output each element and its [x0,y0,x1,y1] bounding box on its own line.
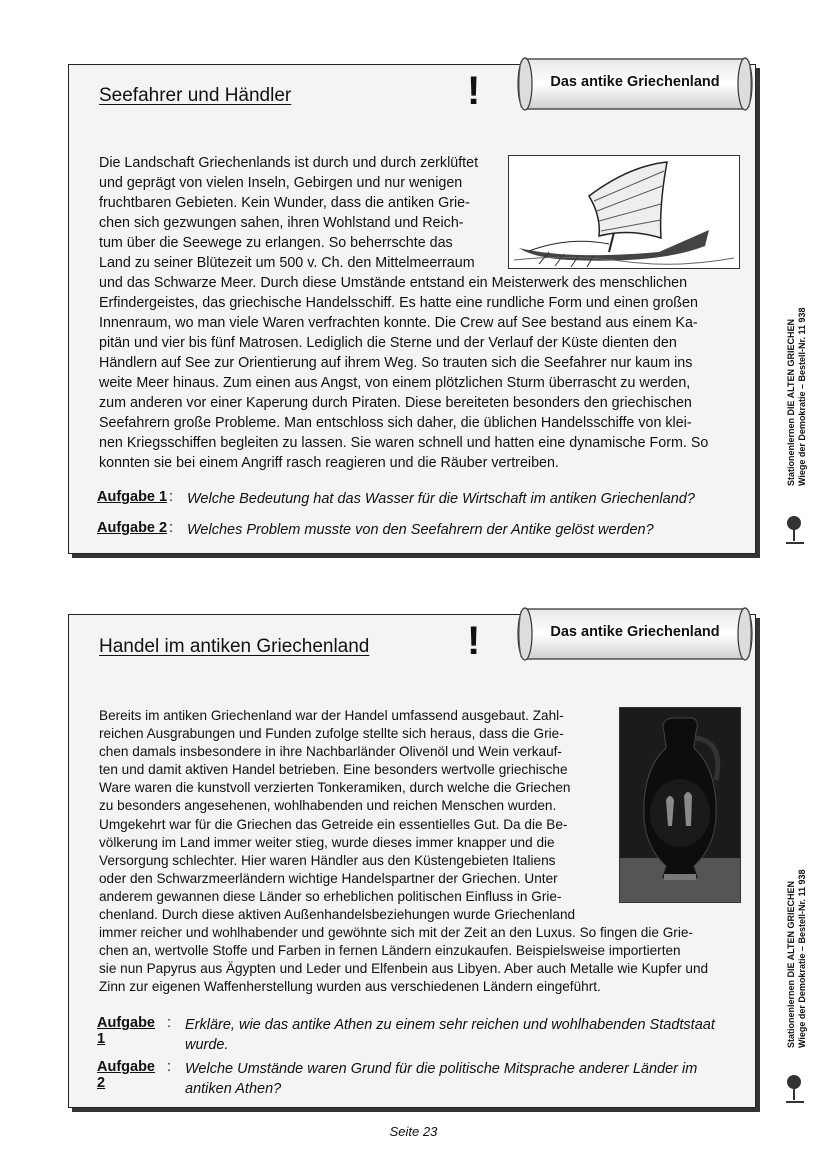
task-text: Erkläre, wie das antike Athen zu einem sehr reichen und wohlhabenden Stadtstaat wurde. [185,1017,715,1053]
section-title: Handel im antiken Griechenland [99,636,370,657]
topic-banner [515,603,755,665]
banner-label: Das antike Griechenland [550,624,720,640]
task-2 [97,1059,737,1099]
body-line: immer reicher und wohlhabender und gewöhnte sich mit der Zeit an den Luxus. So fingen die Grie- [99,925,693,941]
sidebar-line-1: Stationenlernen DIE ALTEN GRIECHEN [786,318,796,486]
sidebar-series-info [786,226,808,486]
task-1 [97,489,737,509]
page-number: Seite 23 [389,1124,438,1139]
body-line: pitän und vier bis fünf Matrosen. Lediglich die Sterne und der Verlauf der Küste dienten den [99,335,677,351]
body-line: nen Kriegsschiffen begleiten zu lassen. Sie waren schnell und hatten eine dynamische Form. So [99,435,709,451]
body-line: völkerung im Land immer weiter stieg, wurde dieses immer knapper und die [99,834,555,850]
body-line: konnten sie bei einem Angriff rasch reagieren und die Räuber vertreiben. [99,455,559,471]
task-text: Welche Umstände waren Grund für die politische Mitsprache anderer Länder im antiken Athen? [185,1061,698,1097]
body-line: Bereits im antiken Griechenland war der Handel umfassend ausgebaut. Zahl- [99,708,564,723]
topic-banner [515,53,755,115]
body-line: Händlern auf See zur Orientierung auf ihrem Weg. So trauten sich die Seefahrer nur kaum ins [99,355,693,371]
exclamation-mark: ! [467,619,481,663]
body-line: chen an, wertvolle Stoffe und Farben in fernen Ländern einzukaufen. Beispielsweise importierten [99,943,681,959]
sidebar-line-1: Stationenlernen DIE ALTEN GRIECHEN [786,880,796,1048]
body-line: Seefahrern große Probleme. Man entschloss sich daher, die üblichen Handelsschiffe von klei- [99,415,692,431]
banner-label: Das antike Griechenland [550,74,720,90]
publisher-logo-icon [784,515,806,547]
body-line: weite Meer hinaus. Zum einen aus Angst, von einem plötzlichen Sturm überrascht zu werden, [99,375,691,391]
body-line: Versorgung schlechter. Hier waren Händler aus den Küstengebieten Italiens [99,852,556,868]
body-line: reichen Ausgrabungen und Funden zufolge stellte sich heraus, dass die Grie- [99,726,564,742]
section-card-handel [68,614,756,1108]
body-line: zum anderen vor einer Kaperung durch Piraten. Diese bereiteten besonders den griechischen [99,395,692,411]
body-line: chen sich gezwungen sahen, ihren Wohlstand und Reich- [99,215,464,231]
task-2 [97,520,737,540]
body-line: chen damals insbesondere in ihre Nachbarländer Olivenöl und Wein verkauf- [99,744,562,760]
publisher-logo-icon [784,1074,806,1106]
sidebar-series-info [786,788,808,1048]
body-line: ten und damit aktiven Handel betrieben. Eine besonders wertvolle griechische [99,762,568,778]
body-line: Erfindergeistes, das griechische Handelsschiff. Es hatte eine rundliche Form und einen großen [99,295,698,311]
sidebar-line-2: Wiege der Demokratie – Bestell-Nr. 11 938 [797,307,807,486]
section-card-seefahrer [68,64,756,554]
body-line: und geprägt von vielen Inseln, Gebirgen und nur wenigen [99,175,463,191]
exclamation-mark: ! [467,69,481,113]
section-body [99,153,739,473]
body-line: anderem gewannen diese Länder so erheblichen politischen Einfluss in Grie- [99,888,562,904]
task-label: Aufgabe 2 [97,520,168,536]
body-line: Die Landschaft Griechenlands ist durch und durch zerklüftet [99,155,479,171]
body-line: Zinn zur eigenen Waffenherstellung wurden aus verschiedenen Ländern eingeführt. [99,979,601,995]
task-label: Aufgabe 1 [97,1015,155,1047]
body-line: Ware waren die kunstvoll verzierten Tonkeramiken, durch welche die Griechen [99,780,571,796]
body-line: fruchtbaren Gebieten. Kein Wunder, dass die antiken Grie- [99,195,470,211]
body-line: chenland. Durch diese aktiven Außenhandelsbeziehungen wurde Griechenland [99,907,576,923]
task-label: Aufgabe 1 [97,489,168,505]
section-title: Seefahrer und Händler [99,85,292,106]
task-text: Welches Problem musste von den Seefahrern der Antike gelöst werden? [187,522,654,538]
task-colon: : [167,1015,172,1031]
task-colon: : [167,1059,172,1075]
sidebar-line-2: Wiege der Demokratie – Bestell-Nr. 11 938 [797,869,807,1048]
body-line: oder den Schwarzmeerländern wichtige Handelspartner der Griechen. Unter [99,870,558,886]
task-label: Aufgabe 2 [97,1059,155,1091]
body-line: sie nun Papyrus aus Ägypten und Leder und Elfenbein aus Libyen. Aber auch Metalle wie Kupfer und [99,961,709,977]
task-1 [97,1015,737,1055]
task-text: Welche Bedeutung hat das Wasser für die Wirtschaft im antiken Griechenland? [187,491,695,507]
task-colon: : [169,489,174,505]
body-line: tum über die Seewege zu erlangen. So beherrschte das [99,235,453,251]
body-line: Land zu seiner Blütezeit um 500 v. Ch. den Mittelmeerraum [99,255,475,271]
section-body [99,707,739,997]
body-line: Umgekehrt war für die Griechen das Getreide ein essentielles Gut. Da die Be- [99,816,568,832]
body-line: zu besonders angesehenen, wohlhabenden und reichen Menschen wurden. [99,798,557,814]
body-line: Innenraum, wo man viele Waren verfrachten konnte. Die Crew auf See bestand aus einem Ka- [99,315,698,331]
task-colon: : [169,520,174,536]
body-line: und das Schwarze Meer. Durch diese Umstände entstand ein Meisterwerk des menschlichen [99,275,688,291]
